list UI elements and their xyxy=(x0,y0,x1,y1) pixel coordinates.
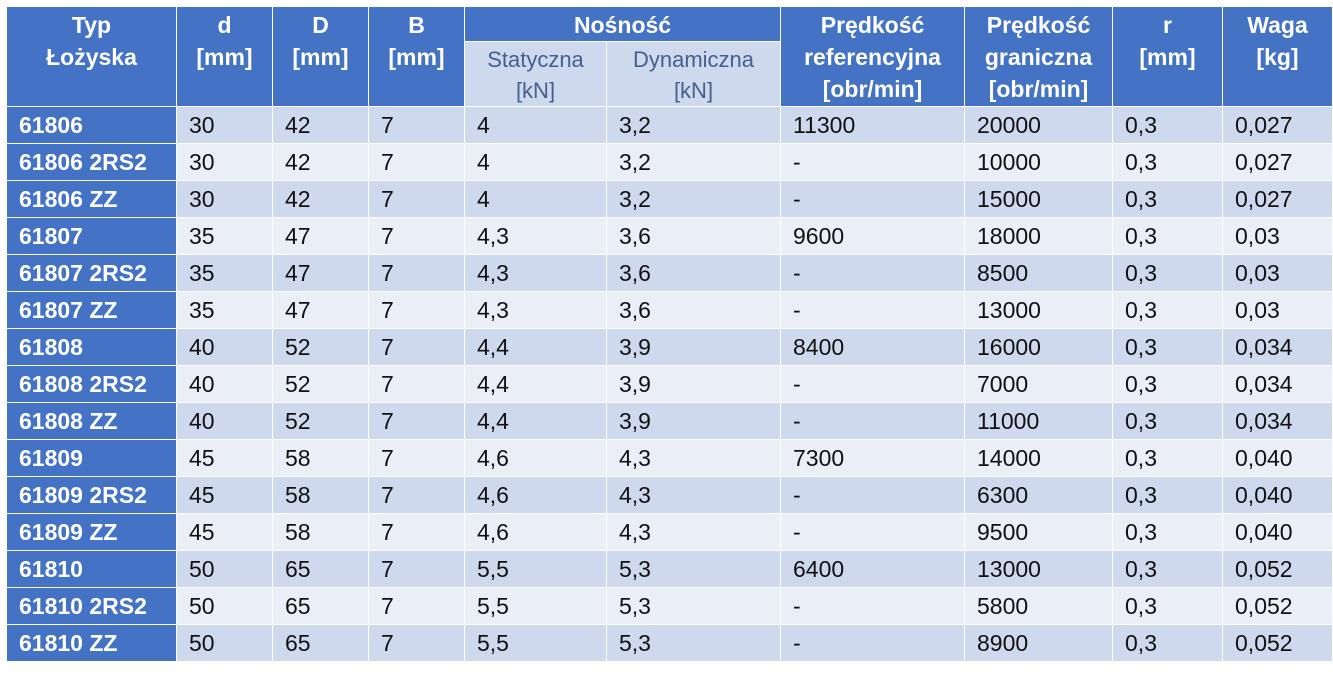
reference-speed-cell: - xyxy=(781,292,965,329)
table-row xyxy=(7,329,1333,366)
bearing-type-cell: 61806 2RS2 xyxy=(7,144,177,181)
header-D xyxy=(273,7,369,107)
header-text: [obr/min] xyxy=(822,76,923,102)
static-load-cell: 5,5 xyxy=(465,588,607,625)
header-r xyxy=(1113,7,1223,107)
reference-speed-cell: - xyxy=(781,514,965,551)
header-text: Dynamiczna xyxy=(632,47,755,72)
d-cell: 35 xyxy=(177,218,273,255)
limiting-speed-cell: 9500 xyxy=(965,514,1113,551)
header-text: r xyxy=(1163,12,1172,38)
header-text: [kg] xyxy=(1256,44,1299,70)
dynamic-load-cell: 3,9 xyxy=(607,329,781,366)
width-cell: 7 xyxy=(369,144,465,181)
reference-speed-cell: - xyxy=(781,625,965,662)
reference-speed-cell: 11300 xyxy=(781,107,965,144)
limiting-speed-cell: 8900 xyxy=(965,625,1113,662)
bearing-type-cell: 61808 2RS2 xyxy=(7,366,177,403)
header-text: Statyczna xyxy=(487,47,584,72)
dynamic-load-cell: 5,3 xyxy=(607,625,781,662)
reference-speed-cell: 6400 xyxy=(781,551,965,588)
bearing-type-cell: 61806 xyxy=(7,107,177,144)
header-text: d xyxy=(217,12,232,38)
table-row xyxy=(7,107,1333,144)
d-cell: 45 xyxy=(177,514,273,551)
header-text: [obr/min] xyxy=(988,76,1089,102)
d-cell: 45 xyxy=(177,440,273,477)
header-load-capacity: Nośność xyxy=(465,7,781,42)
header-static-load xyxy=(465,42,607,107)
width-cell: 7 xyxy=(369,625,465,662)
width-cell: 7 xyxy=(369,477,465,514)
static-load-cell: 4,6 xyxy=(465,477,607,514)
width-cell: 7 xyxy=(369,366,465,403)
header-d xyxy=(177,7,273,107)
header-B xyxy=(369,7,465,107)
table-row xyxy=(7,218,1333,255)
header-weight xyxy=(1223,7,1333,107)
dynamic-load-cell: 5,3 xyxy=(607,588,781,625)
dynamic-load-cell: 3,2 xyxy=(607,181,781,218)
reference-speed-cell: 7300 xyxy=(781,440,965,477)
d-cell: 35 xyxy=(177,255,273,292)
outer-diameter-cell: 52 xyxy=(273,403,369,440)
static-load-cell: 4,3 xyxy=(465,255,607,292)
r-cell: 0,3 xyxy=(1113,625,1223,662)
weight-cell: 0,027 xyxy=(1223,181,1333,218)
d-cell: 40 xyxy=(177,366,273,403)
reference-speed-cell: - xyxy=(781,403,965,440)
static-load-cell: 4 xyxy=(465,144,607,181)
header-reference-speed xyxy=(781,7,965,107)
r-cell: 0,3 xyxy=(1113,551,1223,588)
table-row xyxy=(7,440,1333,477)
dynamic-load-cell: 4,3 xyxy=(607,477,781,514)
width-cell: 7 xyxy=(369,255,465,292)
header-text: [mm] xyxy=(196,44,253,70)
outer-diameter-cell: 65 xyxy=(273,551,369,588)
bearing-type-cell: 61806 ZZ xyxy=(7,181,177,218)
weight-cell: 0,034 xyxy=(1223,329,1333,366)
dynamic-load-cell: 5,3 xyxy=(607,551,781,588)
weight-cell: 0,052 xyxy=(1223,588,1333,625)
r-cell: 0,3 xyxy=(1113,403,1223,440)
width-cell: 7 xyxy=(369,107,465,144)
table-row xyxy=(7,551,1333,588)
outer-diameter-cell: 52 xyxy=(273,329,369,366)
dynamic-load-cell: 3,9 xyxy=(607,403,781,440)
width-cell: 7 xyxy=(369,218,465,255)
header-text: [kN] xyxy=(515,78,556,103)
weight-cell: 0,03 xyxy=(1223,255,1333,292)
table-row xyxy=(7,403,1333,440)
reference-speed-cell: - xyxy=(781,255,965,292)
bearing-type-cell: 61808 ZZ xyxy=(7,403,177,440)
d-cell: 35 xyxy=(177,292,273,329)
reference-speed-cell: - xyxy=(781,477,965,514)
bearing-type-cell: 61810 2RS2 xyxy=(7,588,177,625)
r-cell: 0,3 xyxy=(1113,477,1223,514)
header-text: referencyjna xyxy=(804,44,941,70)
header-text: Łożyska xyxy=(46,44,137,70)
weight-cell: 0,040 xyxy=(1223,477,1333,514)
outer-diameter-cell: 58 xyxy=(273,440,369,477)
r-cell: 0,3 xyxy=(1113,292,1223,329)
limiting-speed-cell: 5800 xyxy=(965,588,1113,625)
limiting-speed-cell: 13000 xyxy=(965,551,1113,588)
header-text: [mm] xyxy=(388,44,445,70)
outer-diameter-cell: 42 xyxy=(273,181,369,218)
header-text: [mm] xyxy=(1139,44,1196,70)
width-cell: 7 xyxy=(369,292,465,329)
weight-cell: 0,052 xyxy=(1223,625,1333,662)
limiting-speed-cell: 10000 xyxy=(965,144,1113,181)
bearing-type-cell: 61809 xyxy=(7,440,177,477)
header-limiting-speed xyxy=(965,7,1113,107)
dynamic-load-cell: 3,6 xyxy=(607,292,781,329)
reference-speed-cell: - xyxy=(781,588,965,625)
d-cell: 30 xyxy=(177,107,273,144)
header-text: D xyxy=(312,12,329,38)
limiting-speed-cell: 15000 xyxy=(965,181,1113,218)
bearing-spec-table xyxy=(6,6,1333,662)
dynamic-load-cell: 3,6 xyxy=(607,218,781,255)
reference-speed-cell: - xyxy=(781,366,965,403)
d-cell: 50 xyxy=(177,551,273,588)
static-load-cell: 4,3 xyxy=(465,218,607,255)
table-row xyxy=(7,366,1333,403)
outer-diameter-cell: 58 xyxy=(273,477,369,514)
d-cell: 50 xyxy=(177,625,273,662)
weight-cell: 0,03 xyxy=(1223,292,1333,329)
static-load-cell: 4,4 xyxy=(465,403,607,440)
weight-cell: 0,03 xyxy=(1223,218,1333,255)
bearing-type-cell: 61807 xyxy=(7,218,177,255)
outer-diameter-cell: 65 xyxy=(273,625,369,662)
r-cell: 0,3 xyxy=(1113,588,1223,625)
d-cell: 50 xyxy=(177,588,273,625)
width-cell: 7 xyxy=(369,403,465,440)
static-load-cell: 4,4 xyxy=(465,366,607,403)
weight-cell: 0,027 xyxy=(1223,144,1333,181)
weight-cell: 0,034 xyxy=(1223,366,1333,403)
static-load-cell: 4,3 xyxy=(465,292,607,329)
limiting-speed-cell: 16000 xyxy=(965,329,1113,366)
r-cell: 0,3 xyxy=(1113,107,1223,144)
width-cell: 7 xyxy=(369,440,465,477)
table-row xyxy=(7,292,1333,329)
static-load-cell: 4 xyxy=(465,181,607,218)
table-row xyxy=(7,255,1333,292)
header-text: Typ xyxy=(71,12,112,38)
limiting-speed-cell: 6300 xyxy=(965,477,1113,514)
weight-cell: 0,034 xyxy=(1223,403,1333,440)
header-text: [mm] xyxy=(292,44,349,70)
header-text: Waga xyxy=(1247,12,1308,38)
limiting-speed-cell: 11000 xyxy=(965,403,1113,440)
static-load-cell: 4,6 xyxy=(465,440,607,477)
table-row xyxy=(7,588,1333,625)
header-text: B xyxy=(408,12,425,38)
dynamic-load-cell: 3,2 xyxy=(607,144,781,181)
table-row xyxy=(7,625,1333,662)
outer-diameter-cell: 65 xyxy=(273,588,369,625)
r-cell: 0,3 xyxy=(1113,144,1223,181)
bearing-type-cell: 61807 2RS2 xyxy=(7,255,177,292)
header-text: Prędkość xyxy=(986,12,1091,38)
r-cell: 0,3 xyxy=(1113,514,1223,551)
header-dynamic-load xyxy=(607,42,781,107)
weight-cell: 0,040 xyxy=(1223,514,1333,551)
bearing-type-cell: 61809 2RS2 xyxy=(7,477,177,514)
d-cell: 45 xyxy=(177,477,273,514)
d-cell: 30 xyxy=(177,144,273,181)
header-text: [kN] xyxy=(673,78,714,103)
limiting-speed-cell: 14000 xyxy=(965,440,1113,477)
bearing-type-cell: 61810 xyxy=(7,551,177,588)
r-cell: 0,3 xyxy=(1113,329,1223,366)
header-row-top xyxy=(7,7,1333,42)
header-text: Prędkość xyxy=(820,12,925,38)
width-cell: 7 xyxy=(369,329,465,366)
width-cell: 7 xyxy=(369,551,465,588)
outer-diameter-cell: 42 xyxy=(273,107,369,144)
d-cell: 40 xyxy=(177,329,273,366)
r-cell: 0,3 xyxy=(1113,218,1223,255)
static-load-cell: 4,6 xyxy=(465,514,607,551)
reference-speed-cell: - xyxy=(781,181,965,218)
weight-cell: 0,052 xyxy=(1223,551,1333,588)
reference-speed-cell: 8400 xyxy=(781,329,965,366)
dynamic-load-cell: 3,9 xyxy=(607,366,781,403)
outer-diameter-cell: 42 xyxy=(273,144,369,181)
static-load-cell: 5,5 xyxy=(465,625,607,662)
header-bearing-type xyxy=(7,7,177,107)
bearing-type-cell: 61807 ZZ xyxy=(7,292,177,329)
width-cell: 7 xyxy=(369,588,465,625)
header-text: graniczna xyxy=(984,44,1093,70)
limiting-speed-cell: 20000 xyxy=(965,107,1113,144)
limiting-speed-cell: 18000 xyxy=(965,218,1113,255)
outer-diameter-cell: 52 xyxy=(273,366,369,403)
table-row xyxy=(7,477,1333,514)
limiting-speed-cell: 7000 xyxy=(965,366,1113,403)
r-cell: 0,3 xyxy=(1113,181,1223,218)
dynamic-load-cell: 3,2 xyxy=(607,107,781,144)
dynamic-load-cell: 4,3 xyxy=(607,514,781,551)
weight-cell: 0,027 xyxy=(1223,107,1333,144)
d-cell: 40 xyxy=(177,403,273,440)
limiting-speed-cell: 8500 xyxy=(965,255,1113,292)
weight-cell: 0,040 xyxy=(1223,440,1333,477)
outer-diameter-cell: 58 xyxy=(273,514,369,551)
table-row xyxy=(7,181,1333,218)
table-body xyxy=(7,107,1333,662)
outer-diameter-cell: 47 xyxy=(273,218,369,255)
bearing-type-cell: 61808 xyxy=(7,329,177,366)
dynamic-load-cell: 3,6 xyxy=(607,255,781,292)
width-cell: 7 xyxy=(369,514,465,551)
reference-speed-cell: 9600 xyxy=(781,218,965,255)
r-cell: 0,3 xyxy=(1113,440,1223,477)
width-cell: 7 xyxy=(369,181,465,218)
outer-diameter-cell: 47 xyxy=(273,255,369,292)
limiting-speed-cell: 13000 xyxy=(965,292,1113,329)
static-load-cell: 5,5 xyxy=(465,551,607,588)
table-row xyxy=(7,144,1333,181)
bearing-type-cell: 61809 ZZ xyxy=(7,514,177,551)
r-cell: 0,3 xyxy=(1113,366,1223,403)
table-row xyxy=(7,514,1333,551)
reference-speed-cell: - xyxy=(781,144,965,181)
outer-diameter-cell: 47 xyxy=(273,292,369,329)
static-load-cell: 4,4 xyxy=(465,329,607,366)
r-cell: 0,3 xyxy=(1113,255,1223,292)
dynamic-load-cell: 4,3 xyxy=(607,440,781,477)
bearing-type-cell: 61810 ZZ xyxy=(7,625,177,662)
static-load-cell: 4 xyxy=(465,107,607,144)
d-cell: 30 xyxy=(177,181,273,218)
